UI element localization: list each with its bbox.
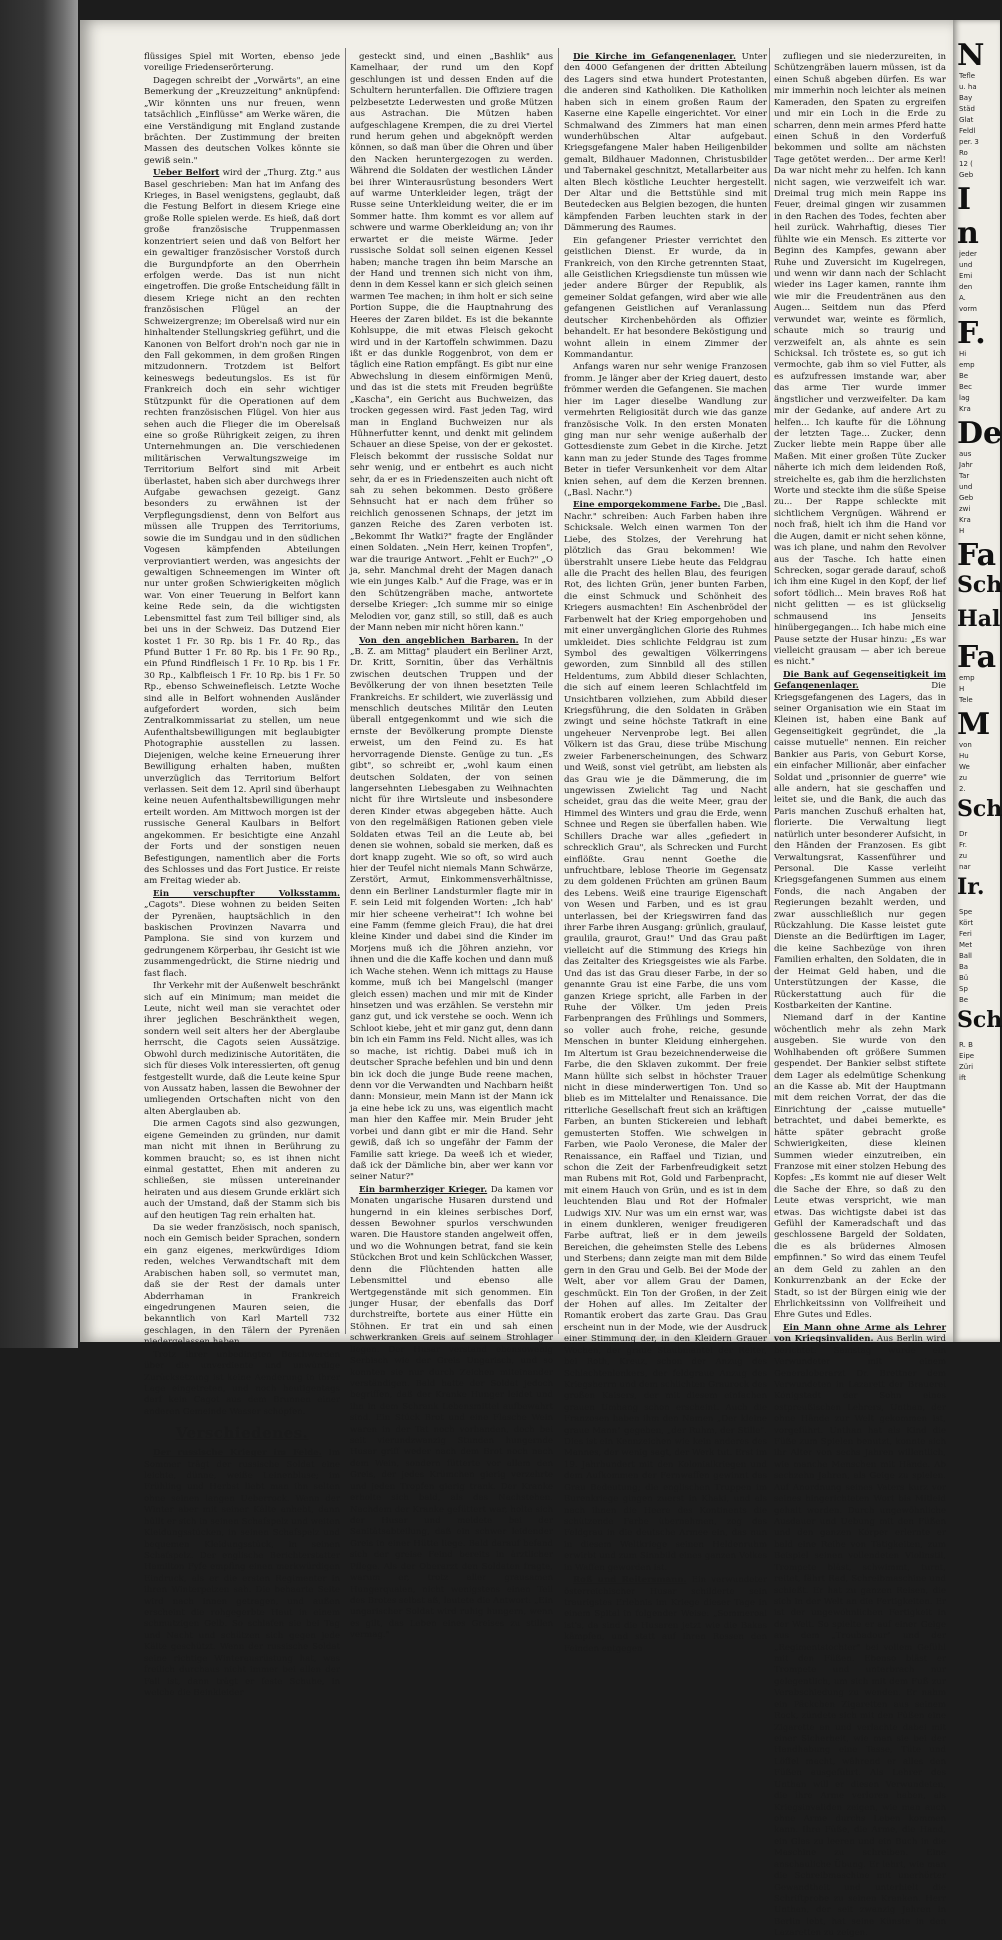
adjacent-page-text-fragment: 2. [959,785,966,793]
book-binding-edge [0,0,78,1348]
article-text: Trotz ihrer unbedingten Beschwerden über die unverdiente und unwürdige Zurücksetzung ist keine Aenderung in ihrer Lage eingetreten, und noch heutigentags darf kein Cagot aus dem Brunnen einer anderen Gemeinde Wasser schöpfen. [144,1349,340,1417]
adjacent-page-text-fragment: Kört [959,919,974,927]
adjacent-page-text-fragment: Bec [959,383,972,391]
article-text: Ihr Verkehr mit der Außenwelt beschränkt sich auf ein Minimum; man meidet die Leute, nicht weil man sie verachtet oder ihrer jeglichen Beschränktheit wegen, sondern weil seit alters her der Aberglaube herrscht, die Cagots seien Aussätzige. Obwohl durch medizinische Autoritäten, die sich für dieses Volk interessierten, oft genug festgestellt wurde, daß die Leute keine Spur von Aussatz haben, lassen die Bewohner der umliegenden Ortschaften nicht von den alten Aberglauben ab. [144,981,340,1117]
article-text: Da sie weder französisch, noch spanisch, noch ein Gemisch beider Sprachen, sondern ein ganz eigenes, merkwürdiges Idiom reden, welches Verwandtschaft mit dem Arabischen haben soll, so vermutet man, daß sie der Rest der damals unter Abderrhaman in Frankreich eingedrungenen Mauren seien, die bekanntlich von Karl Martell 732 geschlagen, in den Tälern der Pyrenäen niedergelassen haben. [144,1223,340,1348]
adjacent-page-text-fragment: Bü [959,974,969,982]
article-paragraph [144,1223,340,1349]
adjacent-page-text-fragment: jeder [959,250,977,258]
article-heading: Eine emporgekommene Farbe. [573,500,721,511]
text-column-1 [144,52,341,1698]
article-text: Niemand darf in der Kantine wöchentlich mehr als zehn Mark ausgeben. Sie wurde von den Wohlhabenden oft größere Summen gespendet. Der Bankier selbst stiftete dem Lager als edelmütige Schenkung an die Kasse ab. Mit der Hauptmann mit dem reichen Vorrat, der das die Einrichtung der „caisse mutuelle" betrachtet, und dabei bemerkte, es hätte später gebracht große Schwierigkeiten, diese kleinen Summen wieder einzutreiben, ein Franzose mit einer stolzen Hebung des Kopfes: „Es kommt nie auf dieser Welt die Sache der Ehre, so daß zu den Leute etwas verspricht, wie man etwas. Das wichtigste dabei ist das Gefühl der Kameradschaft und das geschlossene Bargeld der Soldaten, die es als brüdernes Almosen empfinnen." So wird das einem Teufel an dem Geld zu zahlen an den Konkurrenzbank an der Ecke der Stadt, so ist der Bürgen einig wie der Ehrlichkeitssinn von Vollfreiheit und Ehre Gutes und Edles. [774,1013,946,1321]
adjacent-page-text-fragment: zu [959,852,968,860]
article-heading: Ueber Belfort [153,168,220,179]
article-text: Die „Basl. Nachr." schreiben: Auch Farben haben ihre Schicksale. Welch einen warmen Ton der Liebe, des Stolzes, der Verehrung hat plötzlich das Grau bekommen! Wie überstrahlt unsere Liebe heute das Feldgrau alle die Pracht des hellen Blau, des feurigen Rot, des lichten Grün, jener bunten Farben, die einst Schmuck und Schönheit des Kriegers ausmachten! Ein Aschenbrödel der Farbenwelt hat der Krieg emporgehoben und mit einer unvergänglichen Glorie des Ruhmes umkleidet. Dies schlichte Feldgrau ist zum Symbol des gewaltigen Völkerringens geworden, zum Sinnbild all des stillen Heldentums, zum Abbild dieser Schlachten, die sich auf einem leeren Schlachtfeld im Unsichtbaren vollziehen, zum Abbild dieser Kriegsführung, die den Soldaten in Gräben zwingt und seine höchste Tatkraft in eine ungeheuer Nervenprobe legt. Bei allen Völkern ist das Grau, diese trübe Mischung zweier Farbenerscheinungen, des Schwarz und Weiß, sonst viel getrübt, am liebsten als das Grau wie je die Dämmerung, die im ungewissen Zwielicht Tag und Nacht scheidet, grau das die weite Meer, grau der Himmel des Winters und grau die Erde, wenn Schnee und Regen sie überfallen haben. Wie Schillers Drache war alles „gefiedert in schrecklich Grau", als Schrecken und Furcht einflößte. Grau nennt Goethe die unfruchtbare, leblose Theorie im Gegensatz zu dem goldenen Früchten am grünen Baum des Lebens. Weiß eine traurige Eigenschaft von Wesen und Farben, und es ist grau unterlassen, bei der Kriegswirren fand das ihrer Farbe ihren Ausgang: grünlich, graulauf, graulila, graurot, Grau!" Und das Grau paßt vielleicht auf die Stimmung des Kriegs hin das Zeitalter des Kriegsgeistes wie als Farbe. Und das ist das Grau dieser Farbe, in der so genannte Grau ist eine Farbe, die uns vom ganzen Kriege spricht, alle Farben in der Ruhe der Völker. Um jeden Preis Farbenprangen des Frühlings und Sommers, so voller auch frohe, reiche, gesunde Menschen in bunter Kleidung einhergehen. Im Altertum ist Grau bezeichnenderweise die Farbe, die den Sklaven zukommt. Der freie Mann hüllte sich selbst in höchster Trauer nicht in diese minderwertigen Ton. Und so blieb es im Mittelalter und Renaissance. Die ritterliche Gesellschaft freut sich an kräftigen Farben, an bunten Stickereien und lebhaft gemusterten Stoffen. Wie schwelgen in Farben, wie Paolo Veronese, die Maler der Renaissance, ein Raffael und Tizian, und schon die Zeit der Farbenfreudigkeit setzt man Rubens mit Rot, Gold und Farbenpracht, mit einem Hauch von Grün, und es ist in dem leuchtenden Blau und Rot der Hofmaler Ludwigs XIV. Nur was um ein ernst war, was in einem dunkleren, weniger freudigeren Farbe auftrat, ließ er in dem jeweils Bereichen, die geheimsten Stelle des Lebens und Sterbens; dann zeigte man mit dem Bilde gern in den Grau und Gelb. Bei der Mode der Welt, aber vor allem Grau der Damen, geschmückt. Ein Ton der Großen, in der Zeit der Hohen auf alles. Im Zeitalter der Romantik erobert das zarte Grau. Das Grau erscheint nun in der Mode, wie der Ausdruck einer Stimmung der, in den Kleidern Grauer Wochen, der graue Staubmantel der Reiter, bei Roth, Kreuz, schon der Anzug des Schlachtenlenkers, der feldgraue Anzug des Kriegsherrn und dem schlichten Graurock des großen Kaisers, der mit diesem einfachen grauen Umhang schon erscheint. Auch die Franzosen haben ihm den Namen „Der kleine graue Mann" gegeben, „der Ruhm, der Stille". Dies ist ein Kennzeichen wie kein anderes des Mannes, der wenig sagt, der Werk tut. Erst im 19. Jahrhundert mit den Kolonialkriegen und dem Aufkommen der Fernwaffen gewinnt das Grau Bedeutung; die englischen Truppen im Burenkriege gingen zuerst in Khaki, und als nach ihnen die Heere des Kontinents die schützende Farbe übernahmen, zog das Feldgrau in die deutsche Armee ein, das nun in diesem Weltkriege seinen Heldenruhm erwirbt und zum Sinnbild eines ganzen Volkes in Waffen geworden ist. [564,500,767,1573]
adjacent-page-text-fragment: nar [959,863,971,871]
article-paragraph [350,52,553,635]
adjacent-page-text-fragment: Tefle [959,72,976,80]
article-paragraph-with-heading [564,500,767,1574]
article-paragraph-with-heading [144,168,340,888]
adjacent-page-text-fragment: F. [957,316,986,351]
adjacent-page-text-fragment: Sch [957,572,1002,598]
text-column-2 [350,52,554,1641]
adjacent-page-text-fragment: N [957,38,985,73]
adjacent-page-text-fragment: H [959,685,965,693]
article-paragraph [144,1119,340,1222]
article-paragraph [774,52,946,669]
adjacent-page-text-fragment: Sp [959,985,968,993]
adjacent-page-text-fragment: den [959,283,973,291]
adjacent-page-text-fragment: Sch [957,1007,1002,1033]
article-heading: Die Kirche im Gefangenenlager. [573,52,737,62]
article-paragraph [774,1013,946,1321]
adjacent-page-text-fragment: Sch [957,796,1002,822]
article-text: Die Kriegsgefangenen des Lagers, das in seiner Organisation wie ein Staat im Kleinen ist, haben eine Bank auf Gegenseitigkeit gegründet, die „la caisse mutuelle" nennen. Ein reicher Bankier aus Paris, von Geburt Korse, ein einfacher Millionär, aber einfacher Soldat und „prisonnier de guerre" wie alle andern, hat sie geschaffen und leitet sie, und die Bank, die auch das Paris manchen Zuschuß erhalten hat, florierte. Die Verwaltung liegt natürlich unter besonderer Aufsicht, in den Händen der Franzosen. Es gibt Verwaltungsrat, Kassenführer und Personal. Die Kasse verleiht Kriegsgefangenen Summen aus einem Fonds, die nach Angaben der Regierungen bezahlt werden, und zwar ausschließlich nur gegen Rückzahlung. Die Kasse leistet gute Dienste an die Bedürftigen im Lager, die keine Sachbezüge von ihren Familien erhalten, den Soldaten, die in der Heimat Geld haben, und die Unterstützungen der Kasse, die Rückerstattung auch für die Kostbarkeiten der Kantine. [774,681,946,1012]
adjacent-page-text-fragment: u. ha [959,83,977,91]
article-paragraph [144,52,340,75]
article-text: Da kamen vor Monaten ungarische Husaren durstend und hungernd in ein kleines serbisches Dorf, dessen Bewohner spurlos verschwunden waren. Die Haustore standen angelweit offen, und wo die Wohnungen betrat, fand sie kein Stückchen Brot und kein Schlückchen Wasser, denn die Flüchtenden hatten alle Lebensmittel und ebenso alle Wertgegenstände mit sich genommen. Ein junger Husar, der ebenfalls das Dorf durchstreifte, bortete aus einer Hütte ein Stöhnen. Er trat ein und sah einen schwerkranken Greis auf seinem Strohlager liegen. Der Husar verstand ebensowenig Serbisch wie der Greis Ungarisch, und so konnten sie nur durch Zeichen miteinander verständigen. Bald hatte der Soldat jedoch begriffen, daß der Kranke Hunger leidet und ihn in dem Schrank Lebensmittel aufbewahrt sind. Ein Stück Brot und eine Flasche Wein waren in der Tat noch vorhanden, doch bei seit vierundzwanzig Stunden hungernde Husar griff weder nach dem Brot noch nach dem Wein, sondern fütterte vor allem den Greis, der jedes Krümchen gierig verzehrte und jeden Tropfen gierig trank. Der Kranke erholte sich bald, als das Nachstehen. Nachdem der Kranke gefüttert war, holte sich der Husar und meldete bei der Sanitätsabteilung, daß ein schwer leidender Greis in einer Hütte liege. Bald darauf befand sich der greise Feind bereits in ärztlicher Pflege. Als der Oberarzt den Soldaten fragte, warum er, trotz aller grausamen Hungerqualen, nicht wenigstens einen Teil des Brotes selbst aß, lautete die Antwort: „Ein ungarischer Soldat wird ruhig hungern, wenn es gilt, das Leben eines Greises zu stillen vermag." [350,1184,553,1641]
adjacent-page-text-fragment: Ir. [957,874,985,900]
article-text: Dagegen schreibt der „Vorwärts", an eine Bemerkung der „Kreuzzeitung" anknüpfend: „Wir könnten uns nur freuen, wenn tatsächlich „Einflüsse" am Werke wären, die eine Verständigung mit England zustande brächten. Der Zustimmung der breiten Massen des deutschen Volkes könnte sie gewiß sein." [144,75,340,166]
adjacent-page-text-fragment: I [957,182,972,217]
adjacent-page-text-fragment: Hi [959,350,967,358]
article-text: „Cagots". Diese wohnen zu beiden Seiten der Pyrenäen, hauptsächlich in den baskischen Provinzen Navarra und Pamplona. Sie sind von kurzem und gedrungenem Körperbau, ihr Gesicht ist wie zusammengedrückt, die Stirne niedrig und fast flach. [144,900,340,979]
article-text: Anfangs waren nur sehr wenige Franzosen fromm. Je länger aber der Krieg dauert, desto frömmer werden die Gefangenen. Sie machen hier im Lager dieselbe Wandlung zur vermehrten Religiosität durch wie das ganze französische Volk. In den ersten Monaten ging man nur sehr wenige außerhalb der Gottesdienste zum Gebet in die Kirche. Jetzt kann man zu jeder Stunde des Tages fromme Beter in tiefer Versunkenheit vor dem Altar knien sehen, auf dem die Kerzen brennen. („Basl. Nachr.") [564,362,767,499]
adjacent-page-text-fragment: We [959,763,970,771]
adjacent-page-text-fragment: Spe [959,908,973,916]
adjacent-page-text-fragment: Fa [957,538,997,573]
adjacent-page-text-fragment: Geb [959,494,974,502]
adjacent-page-text-fragment: Ro [959,149,968,157]
adjacent-page-text-fragment: Züri [959,1063,974,1071]
adjacent-page-text-fragment: Hu [959,752,969,760]
adjacent-page-text-fragment: Hal [957,606,1001,632]
adjacent-page-text-fragment: Be [959,996,969,1004]
article-heading: Der russische Krieger im Felde. [153,1448,322,1459]
adjacent-page-text-fragment: emp [959,361,975,369]
adjacent-page-text-fragment: H [959,527,965,535]
adjacent-page-text-fragment: Emi [959,272,973,280]
adjacent-page-text-fragment: De [957,416,1002,451]
adjacent-page-text-fragment: von [959,741,972,749]
article-paragraph [144,76,340,167]
article-heading: Roß und Reitersmann. [573,1575,687,1586]
adjacent-page-text-fragment: per. 3 [959,138,979,146]
article-text: gesteckt sind, und einen „Bashlik" aus Kamelhaar, der rund um den Kopf geschlungen ist und dessen Enden auf die Schultern herunterfallen. Die Offiziere tragen pelzbesetzte Lederwesten und große Mützen aus Astrachan. Die Mützen haben aufgeschlagene Krempen, die zu drei Viertel rund herum gehen und abgeknöpft werden können, so daß man über die Ohren und über den Nacken heruntergezogen zu werden. Während die Soldaten der westlichen Länder bei ihrer Winterausrüstung besonders Wert auf warme Unterkleider legen, trägt der Russe seine Unterkleidung weiter, die er im Sommer hatte. Ihm kommt es vor allem auf schwere und warme Oberkleidung an; von ihr erwartet er die meiste Wärme. Jeder russische Soldat soll seinen eigenen Kessel haben; manche tragen ihn beim Marsche an der Hand und trennen sich nicht von ihm, denn in dem Kessel kann er sich gleich seinen warmen Tee machen; in ihm holt er sich seine Portion Suppe, die die Hauptnahrung des Heeres der Zaren bildet. Es ist die bekannte Kohlsuppe, die mit etwas Fleisch gekocht wird und in der Kartoffeln schwimmen. Dazu ißt er das dunkle Roggenbrot, von dem er täglich eine Ration empfängt. Es gibt nur eine Abwechslung in diesem einförmigen Menü, und das ist die stets mit Freuden begrüßte „Kascha", ein Gericht aus Buchweizen, das trocken gegessen wird. Fast jeden Tag, wird man in England Buchweizen nur als Hühnerfutter kennt, und denkt mit gelindem Schauer an diese Speise, von der er gekostet. Fleisch bekommt der russische Soldat nur sehr wenig, und er entbehrt es auch nicht sehr, da er es in Friedenszeiten auch nicht oft sah zu sehen bekommen. Desto größere Sehnsucht hat er nach dem früher so reichlich genossenen Schnaps, der jetzt im ganzen Reiche des Zaren verboten ist. „Bekommt Ihr Watki?" fragte der Engländer einen Soldaten. „Nein Herr, keinen Tropfen", war die traurige Antwort. „Fehlt er Euch?" „O ja, sehr. Manchmal dreht der Magen danach wie ein junges Kalb." Auf die Frage, was er in den Schützengräben mache, antwortete derselbe Krieger: „Ich summe mir so einige Melodien vor, ganz still, so still, daß es auch der Mann neben mir nicht hören kann." [350,52,553,634]
article-paragraph-with-heading [144,1448,340,1699]
article-paragraph-with-heading [774,670,946,1013]
adjacent-page-text-fragment: Glat [959,116,974,124]
adjacent-page-text-fragment: M [957,707,991,742]
article-paragraph-with-heading [350,636,553,1184]
article-paragraph [564,236,767,362]
column-rule [558,48,559,1334]
adjacent-page-text-fragment: Kra [959,405,971,413]
article-text: Die armen Cagots sind also gezwungen, eigene Gemeinden zu gründen, nur damit man nicht mit ihnen in Berührung zu kommen braucht; so, es ist ihnen nicht einmal gestattet, Ehen mit anderen zu schließen, sie müssen untereinander heiraten und aus diesem Grunde erklärt sich auch der Umstand, daß der Stamm sich bis auf den heutigen Tag rein erhalten hat. [144,1119,340,1221]
adjacent-page-text-fragment: R. B [959,1041,973,1049]
article-paragraph-with-heading [144,889,340,980]
article-heading: Ein barmherziger Krieger. [359,1184,488,1195]
adjacent-page-text-fragment: und [959,483,973,491]
adjacent-page-text-fragment: A. [959,294,966,302]
adjacent-page-text-fragment: Städ [959,105,975,113]
article-text: Unter den 4000 Gefangenen der dritten Abteilung des Lagers sind etwa hundert Protestanten, die anderen sind Katholiken. Die Katholiken haben sich in einem großen Raum der Kaserne eine Kapelle eingerichtet. Vor einer Schmalwand des Zimmers hat man einen wunderhübschen Altar aufgebaut. Kriegsgefangene Maler haben Heiligenbilder gemalt, Bildhauer Madonnen, Christusbilder und Tabernakel geschnitzt, Metallarbeiter aus alten Blech köstliche Leuchter hergestellt. Der Altar und die Bettstühle sind mit Beutedecken aus Belgien bezogen, die hunten kämpfenden Farben leuchten stark in der Dämmerung des Raumes. [564,52,767,234]
article-text: wird der „Thurg. Ztg." aus Basel geschrieben: Man hat im Anfang des Krieges, in Basel wenigstens, geglaubt, daß die Festung Belfort in diesem Kriege eine große Rolle spielen werde. Es hieß, daß dort große französische Truppenmassen konzentriert seien und daß von Belfort her ein gewaltiger französischer Vorstoß durch die Burgundpforte an den Oberrhein erfolgen werde. Das ist nun nicht eingetroffen. Die große Entscheidung fällt in diesem Kriege nicht an den rechten französischen Flügel an der Schweizergrenze; im Oberelsaß wird nur ein hinhaltender Stellungskrieg geführt, und die Kanonen von Belfort droh'n noch gar nie in den Fall gekommen, in dem großen Ringen mitzudonnern. Trotzdem ist Belfort keineswegs bedeutungslos. Es ist für Frankreich doch ein sehr wichtiger Stützpunkt für die Operationen auf dem rechten französischen Flügel. Von hier aus sehen auch die Flieger die im Oberelsaß eine so große Rührigkeit zeigen, zu ihren Unternehmungen an. Die verschiedenen militärischen Verwaltungszweige im Territorium Belfort sind mit Arbeit überlastet, haben sich aber durchwegs ihrer Aufgabe gewachsen gezeigt. Ganz besonders zu erwähnen ist der Verpflegungsdienst, denn von Belfort aus müssen alle Truppen des Territoriums, sowie die im Sundgau und in den südlichen Vogesen kämpfenden Abteilungen verproviantiert werden, was angesichts der gewaltigen Schneemengen im Winter oft nur unter großen Schwierigkeiten möglich war. Von einer Teuerung in Belfort kann keine Rede sein, da die wichtigsten Lebensmittel fast zum Teil billiger sind, als bei uns in der Schweiz. Das Dutzend Eier kostet 1 Fr. 30 Rp. bis 1 Fr. 40 Rp., das Pfund Butter 1 Fr. 80 Rp. bis 1 Fr. 90 Rp., ein Pfund Rindfleisch 1 Fr. 10 Rp. bis 1 Fr. 30 Rp., Kalbfleisch 1 Fr. 10 Rp. bis 1 Fr. 50 Rp., ebenso Schweinefleisch. Letzte Woche sind alle in Belfort wohnenden Ausländer aufgefordert worden, sich beim Zentralkommissariat zu stellen, um neue Aufenthaltsbewilligungen mit beglaubigter Photographie ausstellen zu lassen. Diejenigen, welche keine Erneuerung ihrer Bewilligung erhalten haben, mußten unverzüglich das Territorium Belfort verlassen. Seit dem 12. April sind überhaupt keine neuen Aufenthaltsbewilligungen mehr erteilt worden. Am Mittwoch morgen ist der russische General Kaulbars in Belfort angekommen. Er besichtigte eine Anzahl der Forts und der sonstigen neuen Befestigungen, namentlich aber die Forts des Schlosses und das Fort Justice. Er reiste am Freitag wieder ab. [144,168,340,887]
adjacent-page-text-fragment: ift [959,1074,967,1082]
article-paragraph [144,981,340,1118]
adjacent-page-text-fragment: Tele [959,696,973,704]
text-column-4 [774,52,946,1939]
adjacent-page-text-fragment: Fa [957,640,997,675]
article-heading: Ein Mann ohne Arme als Lehrer von Kriegsinvaliden. [774,1322,946,1345]
adjacent-page-text-fragment: Dr [959,830,968,838]
article-heading: Die Bank auf Gegenseitigkeit im Gefangenenlager. [774,669,946,692]
adjacent-page-text-fragment: Eipe [959,1052,975,1060]
article-text: Aus Berlin wird berichtet: Samstag wurde ein Verwundeter mit einem Generaloberarzt Dr. Brettner dem Verwundeten in Lazarett der Brauerei Königstadt der Sohn eines ostpreußischen Lehrers, Unthan, der ohne Hände zur Welt gekommen ist, vorgeführt. Unthan hat als Kind die Füße zum Spielen benutzt, konnte sich ihr Alter von sechs Jahren willentlich, wie manche Menschen mit Hände. Ab sechzehn Jahren, als Geige zu spielen. Auf Anordnung seines Vaters kurz vor seines hingerichteten Wort bis Mitleid gehalt worden. Durch ungewöhnliche Ausdauer und Uebung mit den Füßen und den ganzen Körper erlernte er bald eine Reihe von Tätigkeiten, zum Beispiel seinen vollendeten Violinstil, Trompete bläst, schwimmt, turnt, reitet, fährt Rad, Schreibmaschine und schießt. Er hat zu ganzen Reisen, die sich in der Welt an die Fertigkeiten. Er ist der ungewöhnlichen Fertigkeit in der Welt. So spielte er auf einer Geige aus dem „Troubadour" und der „Regimentstochter" bei vollem Gefühl mit den Füßen. Ebenso bläst er Trompete und unterbrach nur gelegentlich, um sich mit dem Fuß zur Verabschiedung zu wenden. Er nahm ein Päckchen Zigaretten aus seinem Rock, zündete sich mit den Füßen eine Zigarette an und verlachte dabei mit einer Sicherheit, wie man sie bei der Handhabung eine Tasse, Tüte und Löffel macht, während er alles den Füßen ausgeführt. Als Lehrer des Unthan will er diesen Verwundeten, die ihre Arme verloren haben, als Kriegsinvaliden zeigen, wie man auch ohne Arme durchs Leben kommen kann. Ihre Füße, die Arme, die Hand, ein Glas zu leeren und ein Buch in die Maschine zu schreiben. Eine anschauliche Übung. Er lehrt, wie man die Schreibmaschine mit unerhörter Gewandtheit und unterhielt die Schriftprobe zu seinen Kranken. Herr Unthan, der seit zwanzig Jahren in Berlin lebt, hat seine Künste in den Lazaretten zu zeigen. [774,1334,946,1939]
adjacent-page-text-fragment: Ba [959,963,969,971]
adjacent-page-edge [953,20,1000,1342]
article-heading: Ein verschupfter Volksstamm. [153,888,340,899]
adjacent-page-text-fragment: Ball [959,952,972,960]
article-text: Ein verwundeter österreichischer Husar schilderte sein traurigstes Erlebnis im Kriege dieser Tage in einem Spital in folgender Weise: „Sommeroal ist's, da sind die Husaren jetzt wie die Bakas kämpfen, und statt auf ihren Rossen den Feinden entgegen [564,1575,768,1654]
adjacent-page-text-fragment: Geb [959,171,974,179]
adjacent-page-text-fragment: n [957,216,979,251]
adjacent-page-text-fragment: Be [959,372,969,380]
article-text: flüssiges Spiel mit Worten, ebenso jede voreilige Friedenserörterung. [144,52,340,74]
adjacent-page-text-fragment: Tar [959,472,970,480]
adjacent-page-text-fragment: vorm [959,305,977,313]
adjacent-page-text-fragment: Fr. [959,841,967,849]
adjacent-page-text-fragment: zwi [959,505,971,513]
newspaper-page [80,20,953,1939]
column-rule [345,48,346,1334]
adjacent-page-text-fragment: 12 ( [959,160,973,168]
adjacent-page-text-fragment: Feldl [959,127,976,135]
adjacent-page-text-fragment: Jahr [959,461,973,469]
article-paragraph [144,1350,340,1419]
adjacent-page-text-fragment: Bay [959,94,973,102]
adjacent-page-text-fragment: emp [959,674,975,682]
article-paragraph-with-heading [350,1185,553,1642]
adjacent-page-text-fragment: Met [959,941,973,949]
adjacent-page-text-fragment: und [959,261,973,269]
adjacent-page-text-fragment: lag [959,394,970,402]
article-text: In der „B. Z. am Mittag" plaudert ein Berliner Arzt, Dr. Kritt, Sornitin, über das Verhältnis zwischen deutschen Truppen und der Bevölkerung der von ihnen besetzten Teile Frankreichs. Er schildert, wie zuverlässig und menschlich deutsches Militär den Leuten überall entgegenkommt und wie sich die ernste der Bevölkerung prompte Dienste erweist, um den Feind zu. Es hat hervorragende Dienste. Genüge zu tun. „Es gibt", so schreibt er, „wohl kaum einen deutschen Soldaten, der von seinen langersehnten Liebesgaben zu Weihnachten nicht für ihre Wirtsleute und insbesondere deren Kinder etwas abgegeben hätte. Auch von den regelmäßigen Rationen geben viele Soldaten etwas Teil an die Leute ab, bei denen sie wohnen, sobald sie merken, daß es dort knapp zugeht. Wie so oft, so wird auch hier der Teufel nicht niemals Mann Schwärze, Zerstört, Armut, Einkommensverhältnisse, denn ein Berliner Landsturmler flagte mir in F. sein Leid mit folgenden Worten: „Ich hab' mir hier scheene verheirat"! Ich wohne bei eine Famm (femme gleich Frau), die hat drei kleine Kinder und dabei sind die Kinder im Morjens muß ich die Jöhren anziehn, vor ihnen und die die Kaffe kochen und dann muß ich Wache stehen. Wenn ich mittags zu Hause komme, muß ich bei Mangelschl (manger gleich essen) machen und mir mit de Kinder hinsetzen und was erzählen. Se verstehn mir ganz gut, und ick verstehe se ooch. Wenn ich Schloot kiebe, jeht et mir ganz gut, denn dann bin ich ein Famm ins Feld. Nicht alles, was ich so mache, ist richtig. Dabei muß ich in deutscher Sprache befehlen und bin und denn bin ick doch die junge Bude reene machen, denn vor die Verwandten und Nachbarn heißt dann: Monsieur, mein Mann ist der Mann ick ja eine hebe ick zu uns, was eigentlich macht man hier den Kaffee mir. Mein Bruder jeht vorbei und dann gibt er mir die Hand. Sehr gewiß, daß ich so ungefähr der Famm der Familie satt kriege. Da weeß ich et wieder, daß ick der Dämliche bin, aber wer kann vor seiner Natur?" [350,635,554,1183]
text-column-3 [564,52,768,1654]
article-text: Ein gefangener Priester verrichtet den geistlichen Dienst. Er wurde, da in Frankreich, von den Kirche getrennten Staat, alle Geistlichen Kriegsdienste tun müssen wie jeder andere Bürger der Republik, als gemeiner Soldat gefangen, wird aber wie alle gefangenen Geistlichen auf Veranlassung deutscher Kirchenbehörden als Offizier behandelt. Er hat besondere Beköstigung und wohnt allein in einem Zimmer der Kommandantur. [564,235,767,360]
article-text: Im Sommer trägt der russische Soldat eine leichte, dünne, weiße Leinenbluse; im Frühling und Herbst liebt man ihn selten ohne seinen langen Ueberrock. Wenn der Winter aber mit seiner Kälte anhebt, dann hüllt er sich in seinen Schafspelz und weiten Kleidungsstücken, in seinen Schafspelz und bequemen Kleidungsstück, in seinen Schafspelz. Der englische Berichterstatter Hamilton Fyfe empfing einen merkwürdigen Eindruck, als er die ersten Regimenter in ihren Winterpelzen sah. Die behaarte Seite wird nach innen getragen, und außen erscheint die rohgegerbte Haut in einem schmutzigen Gelb. So schlafen sie bei Tag und Nacht und schützen sich gegen jede Kälte geschützt. Wenn der russische Soldat seine richtige Winterausrüstung hat, was freilich durchaus nicht immer bei allen der Fall ist, dann trägt er feste Schuhe, in welche die Beinkleider [144,1448,341,1698]
adjacent-page-text-fragment: zu [959,774,968,782]
article-paragraph-with-heading [564,52,767,235]
article-paragraph-with-heading [774,1323,946,1940]
adjacent-page-text-fragment: aus [959,450,972,458]
adjacent-page-text-fragment: Kra [959,516,971,524]
article-paragraph-with-heading [564,1575,767,1655]
article-heading: Von den angeblichen Barbaren. [359,635,519,646]
article-paragraph [564,362,767,499]
article-text: zufliegen und sie niederzureiten, in Schützengräben lauern müssen, ist da einen Schuß abgeben dürfen. Es war mir immerhin noch leichter als meinen Kameraden, den Spaten zu ergreifen und mir ein Loch in die Erde zu scharren, denn mein armes Pferd hatte einen Schuß in den Vorderfuß bekommen und sollte am nächsten Tage getötet werden... Der arme Kerl! Da war nicht mehr zu helfen. Ich kann nicht sagen, wie verzweifelt ich war. Dreimal trug mich mein Rappe ins Feuer, dreimal gingen wir zusammen in den Rachen des Todes, fechten aber heil zurück. Wahrhaftig, dieses Tier fühlte wie ein Mensch. Es zitterte vor Beginn des Kampfes, gewann aber Ruhe und Zuversicht im Kugelregen, und wenn wir dann nach der Schlacht wieder ins Lager kamen, rannte ihm wie mir die Freudentränen aus den Augen... Seitdem nun das Pferd verwundet war, weinte es förmlich, schaute mich so traurig und verzweifelt an, als ahnte es sein Schicksal. Ich tröstete es, so gut ich vermochte, gab ihm so viel Futter, als es aufzufressen imstande war, aber das arme Tier wurde immer ängstlicher und verzweifelter. Da kam mir der Gedanke, auf andere Art zu helfen... Ich kaufte für die Löhnung der letzten Tage... Zucker, denn Zucker liebte mein Rappe über alle Maßen. Mit einer großen Tüte Zucker näherte ich mich dem leidenden Roß, streichelte es, gab ihm die herzlichsten Worte und steckte ihm die süße Speise zu... Der Rappe schleckte mit sichtlichem Vergnügen. Während er noch fraß, hielt ich ihm die Hand vor die Augen, damit er nicht sehen könne, was ich plane, und nahm den Revolver aus der Tasche. Ich hatte einen Schrecken, sogar gerade darauf, schoß ich ihm eine Kugel in den Kopf, der lief sofort tödlich... Mein braves Roß hat nicht gelitten — es ist glückselig schmausend ins Jenseits hinübergegangen... Ich habe mich eine Pause setzte der Husar hinzu: „Es war vielleicht grausam — aber ich bereue es nicht." [774,52,946,668]
section-heading: Verschiedenes. [175,1424,309,1443]
column-rule [769,48,770,1334]
adjacent-page-text-fragment: Feri [959,930,972,938]
